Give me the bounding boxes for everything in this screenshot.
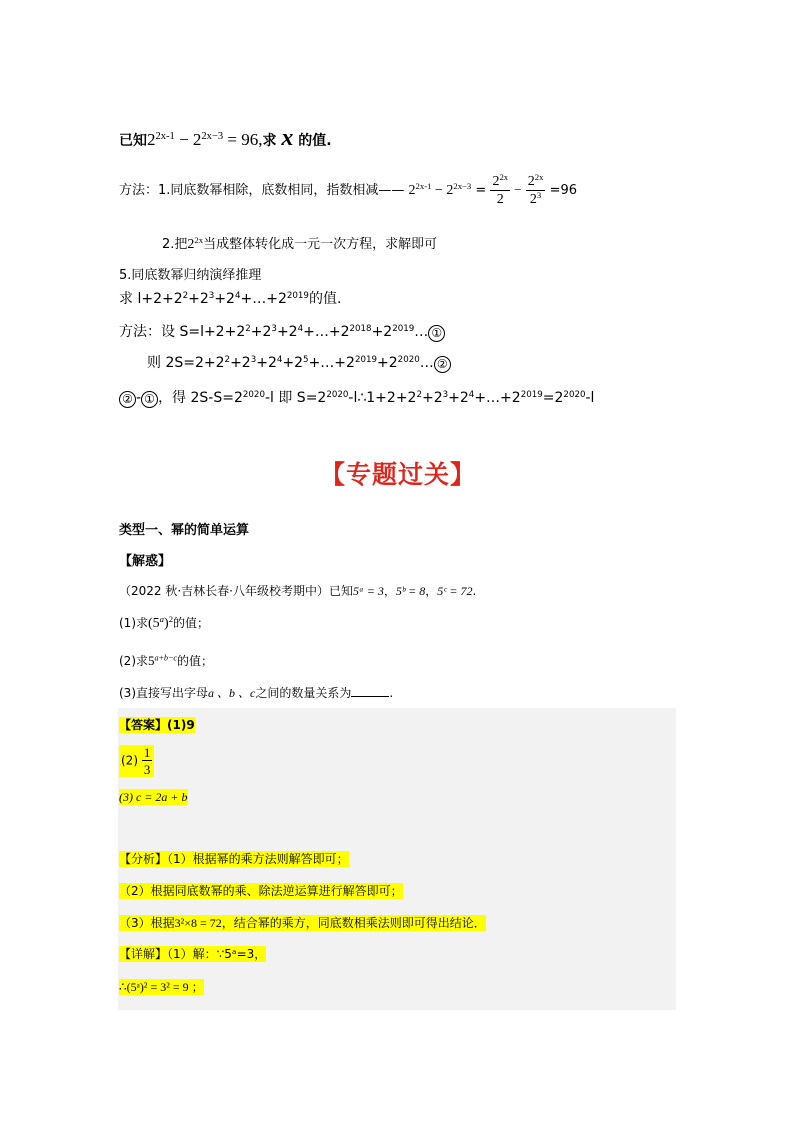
method-2: 2.把$2^{2x}$当成整体转化成一元一次方程，求解即可 (162, 235, 438, 252)
step-1: 方法：设 $S=l+2+2^2+2^3+2^4+\dots+2^{2018}+2^{2019}\dots$ ① (119, 321, 445, 342)
step-final: ② - ① ，得 $2S-S=2^{2020}-l$ 即 $S=2^{2020}-l\therefore 1+2+2^2+2^3+2^4+\dots+2^{2019}=2^{2020}-l$ (119, 387, 594, 408)
question-3: (3)直接写出字母a 、b 、c之间的数量关系为 . (119, 686, 394, 700)
variable-x: x (281, 125, 294, 151)
intro-problem: 已知$2^{2x-1} - 2^{2x-3} = 96$,求 x 的值. (119, 125, 332, 151)
analysis-1: 【分析】（1）根据幂的乘方法则解答即可； (119, 852, 349, 866)
fraction-1: $\frac{2^{2x}}{2}$ (492, 171, 509, 207)
circle-1: ① (428, 325, 445, 342)
section-5-title: 5.同底数幂归纳演绎推理 (119, 268, 262, 283)
intro-known-prefix: 已知 (119, 133, 147, 149)
detail-1: 【详解】（1）解：∵5ᵃ=3， (119, 947, 267, 961)
answer-1: 【答案】(1)9 (119, 718, 195, 732)
jiehuo-label: 【解惑】 (119, 554, 172, 569)
sum-question: 求 $l+2+2^2+2^3+2^4+\dots+2^{2019}$的值. (119, 291, 342, 307)
answer-3: (3) c = 2a + b (119, 790, 188, 804)
answer-blank (351, 686, 389, 697)
step-2: 则 $2S=2+2^2+2^3+2^4+2^5+\dots+2^{2019}+2^{2020}\dots$ ② (147, 352, 451, 373)
detail-final: ∴(5ᵃ)² = 3² = 9 ； (119, 980, 204, 994)
question-2: (2)求$5^{a+b-c}$的值； (119, 653, 213, 668)
analysis-2: （2）根据同底数幂的乘、除法逆运算进行解答即可； (119, 884, 403, 898)
answer-2: (2) $\frac{1}{3}$ (119, 745, 154, 777)
question-1: (1)求$(5^a)^2$的值； (119, 614, 210, 631)
fraction-2: $\frac{2^{2x}}{2^3}$ (527, 171, 544, 207)
section-title: 【专题过关】 (320, 460, 477, 489)
circle-2: ② (434, 356, 451, 373)
type-heading: 类型一、幂的简单运算 (119, 523, 250, 538)
analysis-3: （3）根据3²×8 = 72，结合幂的乘方，同底数相乘法则即可得出结论． (119, 916, 486, 930)
problem-statement: （2022 秋·吉林长春·八年级校考期中）已知5ᵃ = 3，5ᵇ = 8，5ᶜ = 72. (119, 584, 477, 598)
method-1: 方法：1.同底数幂相除，底数相同，指数相减—— $2^{2x-1} - 2^{2x-3}$ = $\frac{2^{2x}}{2}$ − $\frac{2^{2x}}{2^3}$ =96 (119, 171, 577, 207)
